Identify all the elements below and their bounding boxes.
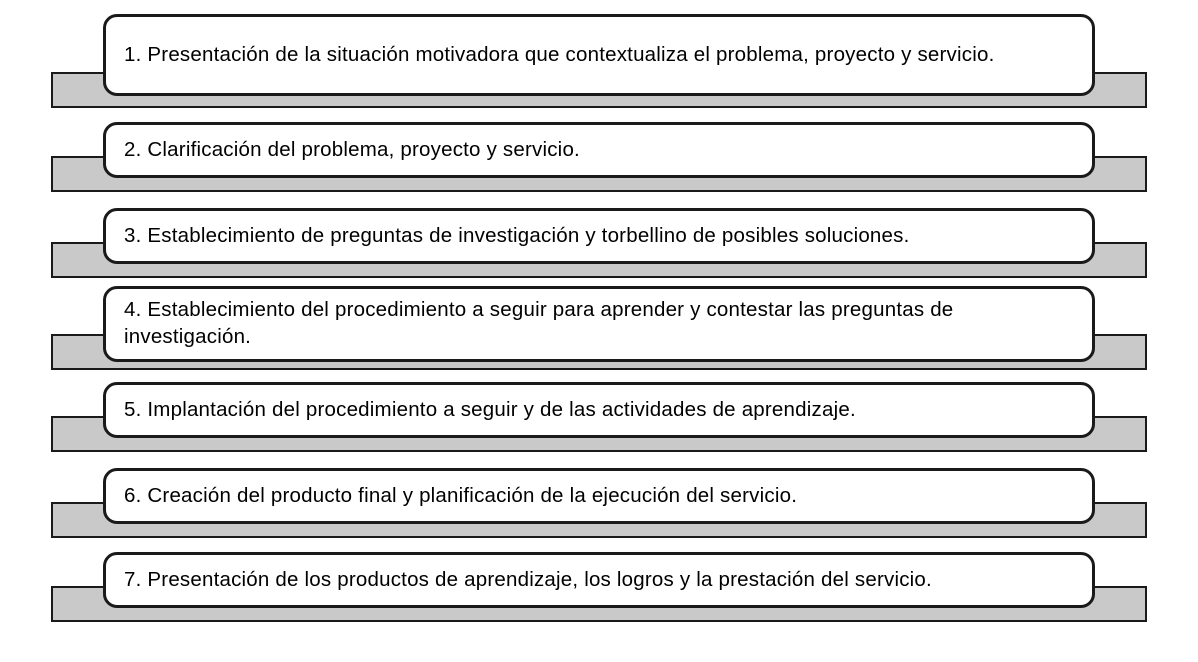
step-label-5: 5. Implantación del procedimiento a seguir y de las actividades de aprendizaje.: [124, 397, 856, 421]
step-card-6: [103, 468, 1095, 524]
step-card-1: [103, 14, 1095, 96]
process-step-2: [51, 122, 1147, 200]
process-step-6: [51, 468, 1147, 546]
process-step-3: [51, 208, 1147, 286]
step-card-4: [103, 286, 1095, 362]
step-label-1: 1. Presentación de la situación motivadora que contextualiza el problema, proyecto y servicio.: [124, 42, 995, 66]
step-label-3: 3. Establecimiento de preguntas de investigación y torbellino de posibles soluciones.: [124, 223, 910, 247]
step-label-6: 6. Creación del producto final y planificación de la ejecución del servicio.: [124, 483, 798, 507]
process-step-1: [51, 14, 1147, 110]
process-step-5: [51, 382, 1147, 460]
step-label-4: 4. Establecimiento del procedimiento a seguir para aprender y contestar las preguntas de investigación.: [124, 298, 954, 348]
step-card-2: [103, 122, 1095, 178]
step-label-2: 2. Clarificación del problema, proyecto y servicio.: [124, 137, 580, 161]
step-label-7: 7. Presentación de los productos de aprendizaje, los logros y la prestación del servicio.: [124, 567, 932, 591]
step-card-7: [103, 552, 1095, 608]
step-card-5: [103, 382, 1095, 438]
process-step-7: [51, 552, 1147, 630]
step-card-3: [103, 208, 1095, 264]
process-step-4: [51, 286, 1147, 382]
